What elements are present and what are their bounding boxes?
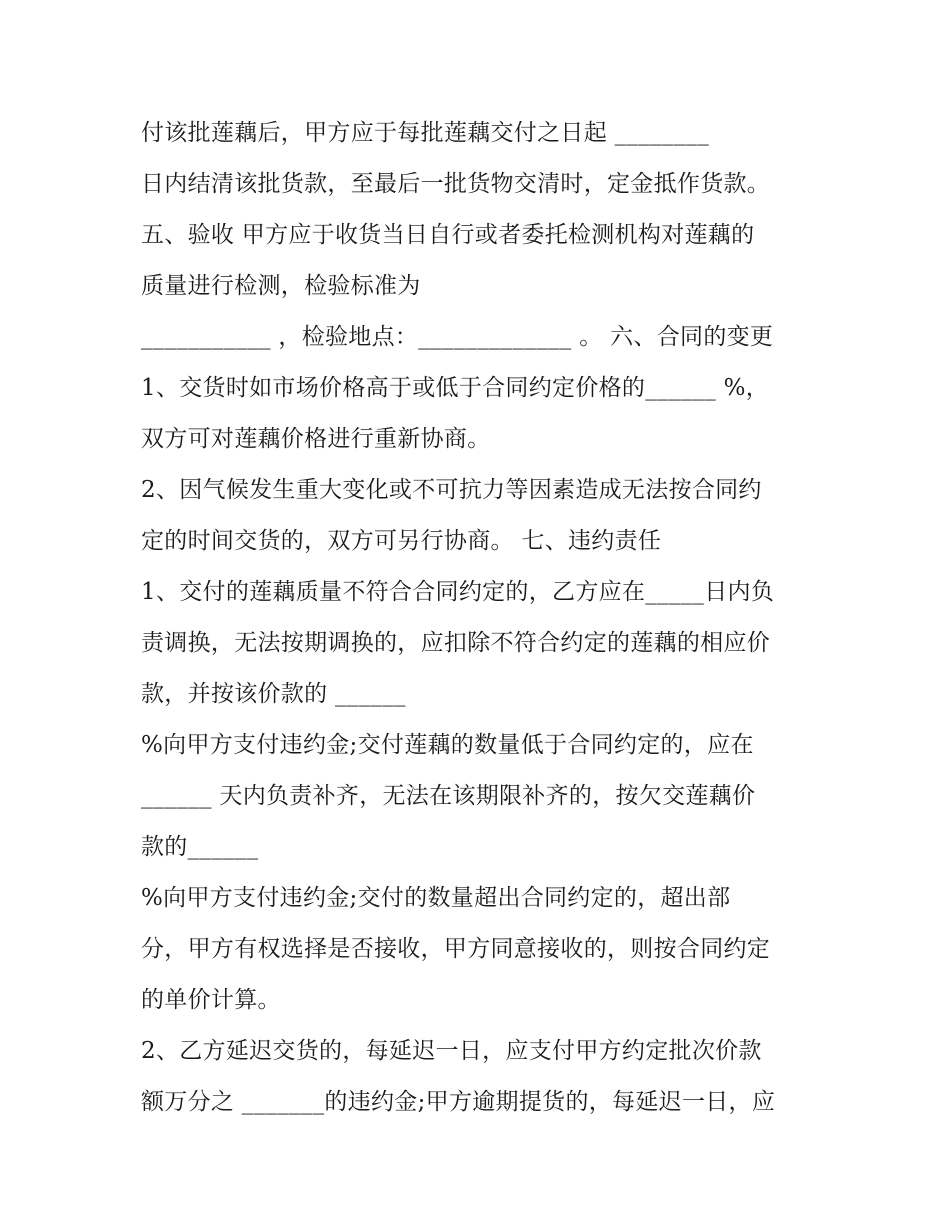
text-line: 分，甲方有权选择是否接收，甲方同意接收的，则按合同约定 <box>141 936 771 962</box>
text-line: %向甲方支付违约金;交付的数量超出合同约定的，超出部 <box>141 885 731 911</box>
text-line: ______ 天内负责补齐，无法在该期限补齐的，按欠交莲藕价 <box>141 783 756 809</box>
text-line: 定的时间交货的，双方可另行协商。 七、违约责任 <box>141 528 662 554</box>
text-line: 1、交付的莲藕质量不符合合同约定的，乙方应在_____日内负 <box>141 579 775 605</box>
text-line: 2、因气候发生重大变化或不可抗力等因素造成无法按合同约 <box>141 477 762 503</box>
text-line: 款的______ <box>141 834 259 860</box>
text-line: 的单价计算。 <box>141 987 281 1013</box>
text-line: 额万分之 _______的违约金;甲方逾期提货的，每延迟一日，应 <box>141 1089 776 1115</box>
text-line: 日内结清该批货款，至最后一批货物交清时，定金抵作货款。 <box>141 171 771 197</box>
contract-body-text <box>141 108 841 1128</box>
text-line: %向甲方支付违约金;交付莲藕的数量低于合同约定的，应在 <box>141 732 754 758</box>
text-line: 五、验收 甲方应于收货当日自行或者委托检测机构对莲藕的 <box>141 222 755 248</box>
text-line: ___________ ，检验地点：_____________ 。 六、合同的变更 <box>141 324 774 350</box>
text-line: 付该批莲藕后，甲方应于每批莲藕交付之日起 ________ <box>141 120 710 146</box>
text-line: 质量进行检测，检验标准为 <box>141 273 421 299</box>
text-line: 款，并按该价款的 ______ <box>141 681 406 707</box>
text-line: 2、乙方延迟交货的，每延迟一日，应支付甲方约定批次价款 <box>141 1038 762 1064</box>
text-line: 双方可对莲藕价格进行重新协商。 <box>141 426 491 452</box>
text-line: 1、交货时如市场价格高于或低于合同约定价格的______ %， <box>141 375 770 401</box>
text-line: 责调换，无法按期调换的，应扣除不符合约定的莲藕的相应价 <box>141 630 771 656</box>
